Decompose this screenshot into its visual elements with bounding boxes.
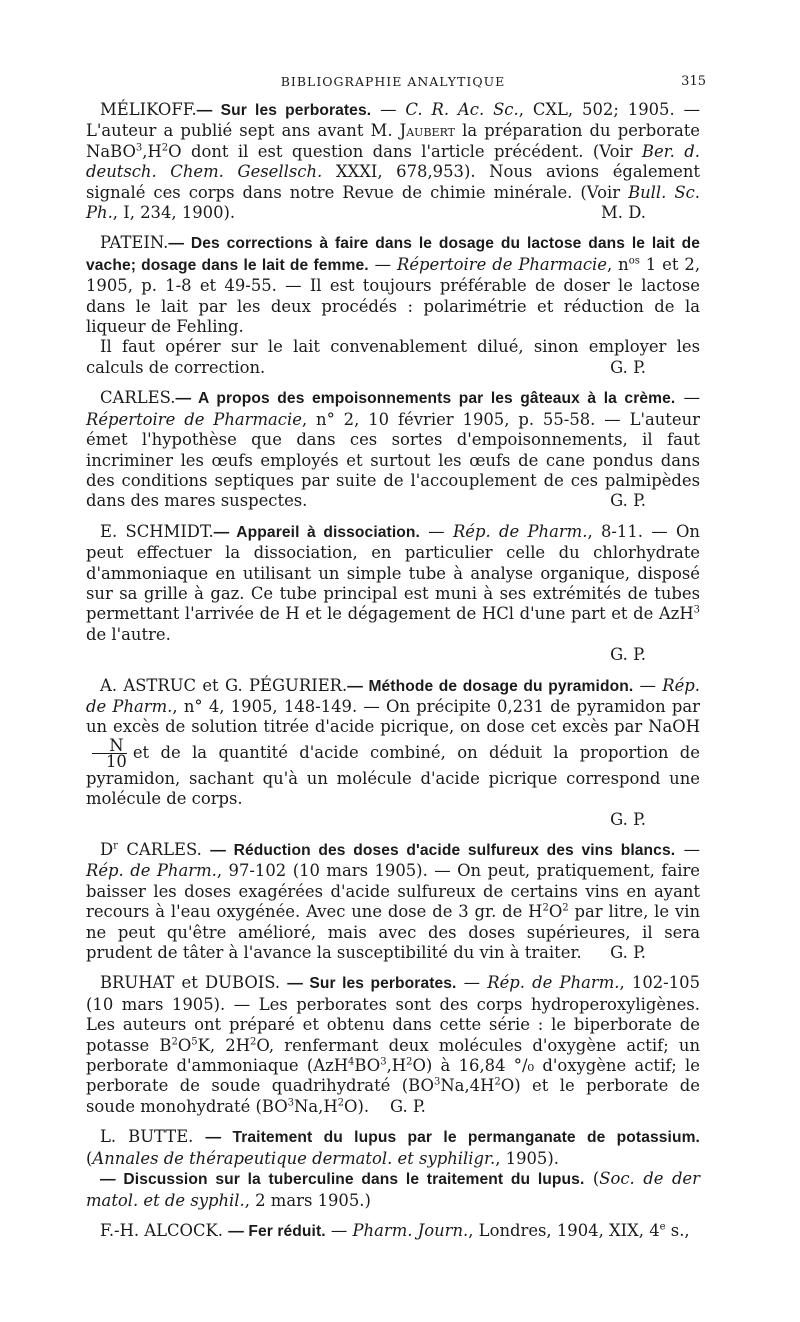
entry-signature: G. P. — [610, 357, 646, 377]
entry-author: MÉLIKOFF. — [100, 100, 197, 119]
entry-paragraph: Il faut opérer sur le lait convenablement dilué, sinon employer les calculs de correction. — [86, 337, 700, 377]
entry-signature: G. P. — [610, 645, 646, 665]
entry-schmidt: E. SCHMIDT.— Appareil à dissociation. — Rép. de Pharm., 8-11. — On peut effectuer la dissociation, en particulier celle du chlorhydrate d'ammoniaque en utilisant un simple tube à analyse organique, disposé sur sa grille à gaz. Ce tube principal est muni à ses extrémités de tubes permettant l'arrivée de H et le dégagement de HCl d'une part et de AzH$^3$ de l'autre. G. P. — [86, 521, 700, 665]
header-title: BIBLIOGRAPHIE ANALYTIQUE — [280, 74, 506, 89]
entry-author: PATEIN. — [100, 233, 169, 253]
entry-butte: L. BUTTE. — Traitement du lupus par le permanganate de potassium. (Annales de thérapeutique dermatol. et syphiligr., 1905). — Discussion sur la tuberculine dans le traitement du lupus. (Soc. de der matol. et de syphil., 2 mars 1905.) — [86, 1127, 700, 1210]
entry-signature: G. P. — [610, 809, 646, 829]
page-number: 315 — [681, 74, 706, 89]
entry-title: — Méthode de dosage du pyramidon. — [347, 677, 634, 695]
entry-source: Répertoire de Pharmacie — [86, 409, 302, 429]
entry-alcock: F.-H. ALCOCK. — Fer réduit. — Pharm. Journ., Londres, 1904, XIX, 4e s., — [100, 1220, 690, 1240]
entry-author: F.-H. ALCOCK. — [100, 1220, 223, 1240]
reference: Bull. Sc. Ph. — [86, 182, 701, 223]
entry-title: — Discussion sur la tuberculine dans le traitement du lupus. — [100, 1171, 585, 1189]
entry-title: — Sur les perborates. — [287, 975, 457, 993]
entry-source: C. R. Ac. Sc. — [405, 100, 519, 119]
entry-source: Soc. de der matol. et de syphil. — [86, 1169, 700, 1210]
entry-title: — Sur les perborates. — [196, 102, 372, 119]
entry-source: Rép. de Pharm. — [86, 675, 701, 716]
entry-patein: PATEIN.— Des corrections à faire dans le dosage du lactose dans le lait de vache; dosage dans le lait de femme. — Répertoire de Pharmacie, $n^{os}$ 1 et 2, 1905, p. 1-8 et 49-55. — Il est toujours préférable de doser le lactose dans le lait par les deux procédés : polarimétrie et réduction de la liqueur de Fehling. Il faut opérer sur le lait convenablement dilué, sinon employer les calculs de correction. G. P. — [86, 233, 701, 377]
entry-author: D — [100, 840, 114, 859]
page — [86, 72, 706, 1252]
entry-author: A. ASTRUC et G. PÉGURIER. — [100, 675, 348, 695]
entry-signature: G. P. — [610, 491, 646, 511]
entry-signature: G. P. — [610, 943, 646, 963]
entry-author: E. SCHMIDT. — [100, 521, 214, 541]
entry-dr-carles: $D^r$ CARLES. — Réduction des doses d'acide sulfureux des vins blancs. — Rép. de Pharm., 97-102 (10 mars 1905). — On peut, pratiquement, faire baisser les doses exagérées d'acide sulfureux de certains vins en ayant recours à l'eau oxygénée. Avec une dose de 3 gr. de $H^2O^2$ par litre, le vin ne peut qu'être amélioré, mais avec des doses supérieures, il sera prudent de tâter à l'avance la susceptibilité du vin à traiter. G. P. — [86, 840, 700, 963]
entry-source: Répertoire de Pharmacie — [396, 254, 607, 274]
entry-title: — Des corrections à faire dans le dosage du lactose dans le lait de vache; dosage dans le lait de femme. — [86, 235, 700, 274]
entry-title: — Réduction des doses d'acide sulfureux des vins blancs. — [210, 842, 676, 859]
entry-bruhat-dubois: BRUHAT et DUBOIS. — Sur les perborates. — Rép. de Pharm., 102-105 (10 mars 1905). — Les perborates sont des corps hydroperoxyligènes. Les auteurs ont préparé et obtenu dans cette série : le biperborate de potasse $B^2O^5K$, $2H^2O$, renfermant deux molécules d'oxygène actif; un perborate d'ammoniaque $(AzH^4BO^3,H^2O)$ à 16,84 °/₀ d'oxygène actif; le perborate de soude quadrihydraté $(BO^3Na,4H^2O)$ et le perborate de soude monohydraté $(BO^3Na,H^2O)$. G. P. — [86, 973, 701, 1116]
entry-source: Rép. de Pharm. — [86, 861, 217, 881]
reference: Ber. d. deutsch. Chem. Gesellsch. — [86, 141, 700, 182]
entry-carles: CARLES.— A propos des empoisonnements par les gâteaux à la crème. — Répertoire de Pharmacie, n° 2, 10 février 1905, p. 55-58. — L'auteur émet l'hypothèse que dans ces sortes d'empoisonnements, il faut incriminer les œufs employés et surtout les œufs de cane pondus dans des conditions septiques par suite de l'accouplement de ces palmipèdes dans des mares suspectes. G. P. — [86, 388, 700, 511]
entry-signature: G. P. — [389, 1096, 426, 1116]
entry-melikoff: MÉLIKOFF.— Sur les perborates. — C. R. Ac. Sc., CXL, 502; 1905. — L'auteur a publié sept ans avant M. Jaubert la préparation du perborate $NaBO^3,H^2O$ dont il est question dans l'article précédent. (Voir Ber. d. deutsch. Chem. Gesellsch. XXXI, 678,953). Nous avions également signalé ces corps dans notre Revue de chimie minérale. (Voir Bull. Sc. Ph., I, 234, 1900). M. D. — [86, 100, 701, 223]
entry-source: Rép. de Pharm. — [487, 973, 620, 993]
entry-title: — Traitement du lupus par le permanganate de potassium. — [205, 1129, 700, 1147]
entry-source: Pharm. Journ. — [352, 1220, 469, 1240]
entry-source: Annales de thérapeutique dermatol. et syphiligr. — [92, 1148, 496, 1168]
entry-author: BRUHAT et DUBOIS. — [100, 973, 281, 993]
entry-title: — Fer réduit. — [228, 1222, 326, 1240]
entry-author: CARLES. — [100, 388, 176, 408]
entry-title: — Appareil à dissociation. — [213, 523, 420, 541]
entry-title: — A propos des empoisonnements par les gâteaux à la crème. — [175, 390, 676, 408]
entry-astruc: A. ASTRUC et G. PÉGURIER.— Méthode de dosage du pyramidon. — Rép. de Pharm., n° 4, 1905, 148-149. — On précipite 0,231 de pyramidon par un excès de solution titrée d'acide picrique, on dose cet excès par NaOH $\frac{N}{10}$ et de la quantité d'acide combiné, on déduit la proportion de pyramidon, sachant qu'à un molécule d'acide picrique correspond une molécule de corps. G. P. — [86, 675, 701, 829]
running-header — [86, 72, 706, 94]
entry-signature: M. D. — [601, 203, 646, 223]
fraction: $\frac{N}{10}$ — [92, 738, 127, 769]
entry-author: L. BUTTE. — [100, 1127, 194, 1147]
person-name: Jaubert — [399, 121, 455, 141]
entry-source: Rép. de Pharm. — [452, 521, 588, 541]
